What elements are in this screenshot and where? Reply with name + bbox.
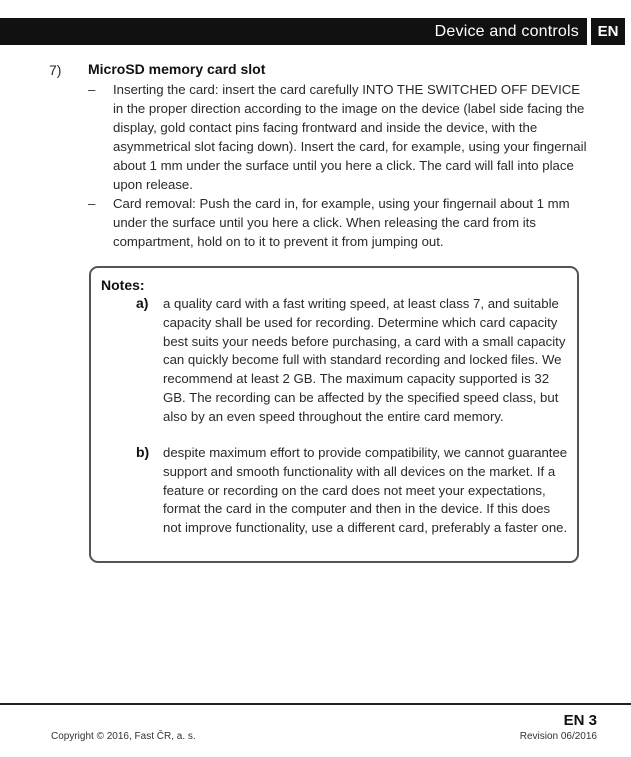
revision-text: Revision 06/2016 <box>519 731 597 742</box>
section-title: MicroSD memory card slot <box>88 61 266 77</box>
note-text: despite maximum effort to provide compatibility, we cannot guarantee support and smooth functionality with all devices on the market. If a feature or recording on the card does not meet your expectations, format the card in the computer and then in the device. If this does not improve functionality, use a different card, preferably a faster one. <box>163 445 568 536</box>
bullet-text: Card removal: Push the card in, for example, using your fingernail about 1 mm under the surface until you here a click. When releasing the card from its compartment, hold on to it to prevent it from jumping out. <box>113 196 570 249</box>
bullet-dash: – <box>88 196 96 211</box>
bullet-item-removal <box>88 194 588 251</box>
bullet-text: Inserting the card: insert the card carefully INTO THE SWITCHED OFF DEVICE in the proper direction according to the image on the device (label side facing the display, gold contact pins facing frontward and inside the device, with the asymmetrical slot facing down). Insert the card, for example, using your fingernail about 1 mm under the surface until you here a click. The card will fall into place upon release. <box>113 82 587 192</box>
page-number: EN 3 <box>563 712 597 729</box>
section-number: 7) <box>49 62 62 78</box>
bullet-dash: – <box>88 82 96 97</box>
footer-divider <box>0 703 631 705</box>
copyright-text: Copyright © 2016, Fast ČR, a. s. <box>51 731 196 742</box>
bullet-item-inserting <box>88 80 588 194</box>
notes-box <box>89 266 579 563</box>
bullet-list <box>88 80 588 251</box>
note-text: a quality card with a fast writing speed, at least class 7, and suitable capacity shall be used for recording. Determine which card capacity best suits your needs before purchasing, a card with a small capacity can quickly become full with standard recording and locked files. We recommend at least 2 GB. The maximum capacity supported is 32 GB. The recording can be affected by the specified speed class, but also by an even speed throughout the entire card memory. <box>163 296 566 424</box>
language-badge: EN <box>591 18 625 45</box>
notes-title: Notes: <box>101 277 145 293</box>
header-bar <box>0 18 587 45</box>
header-title: Device and controls <box>434 23 579 40</box>
note-letter: b) <box>136 444 150 460</box>
note-letter: a) <box>136 295 149 311</box>
